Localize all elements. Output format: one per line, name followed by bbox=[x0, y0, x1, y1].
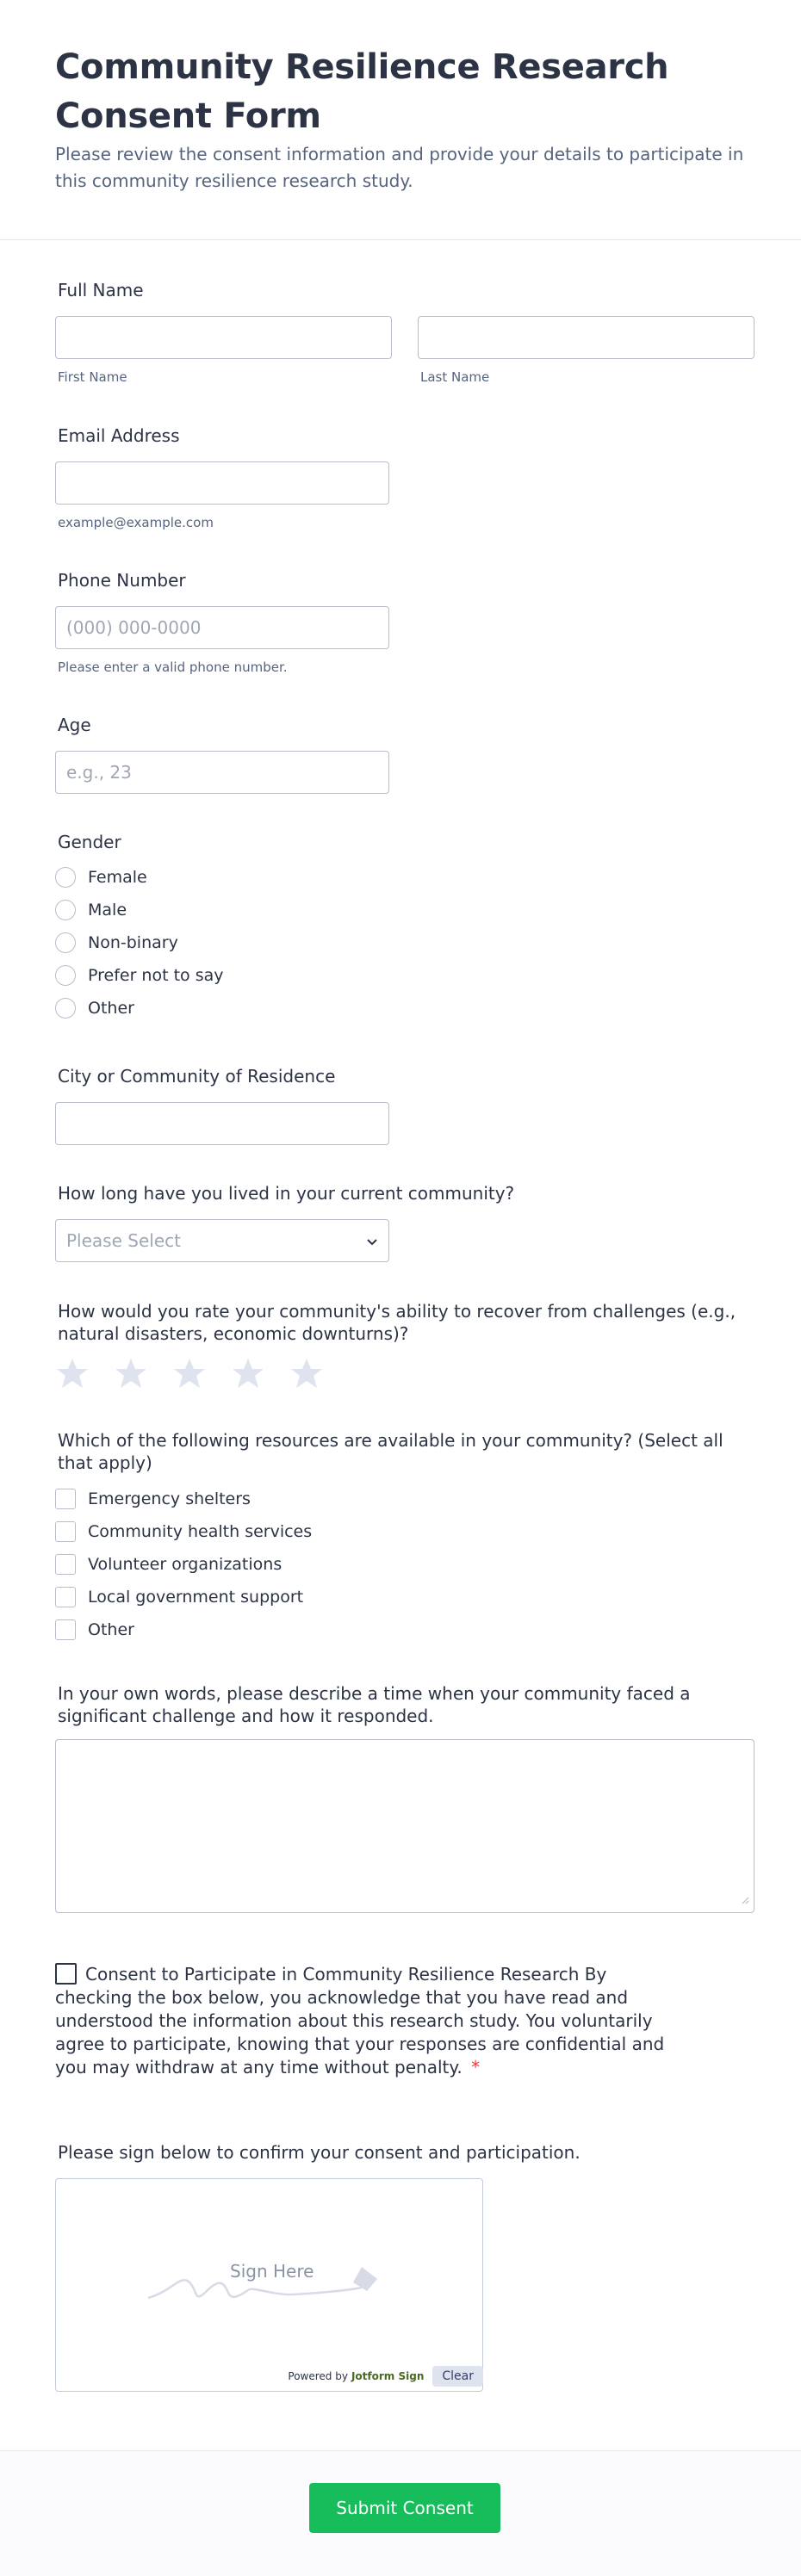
gender-options bbox=[55, 861, 224, 1025]
checkbox[interactable] bbox=[55, 1489, 76, 1509]
form-description: Please review the consent information and provide your details to participate in this community resilience research study. bbox=[55, 144, 744, 191]
first-name-input[interactable] bbox=[55, 316, 392, 359]
gender-field bbox=[55, 832, 224, 1025]
star-icon[interactable] bbox=[172, 1357, 207, 1393]
story-label: In your own words, please describe a time when your community faced a significant challenge and how it responded. bbox=[58, 1683, 691, 1726]
star-icon[interactable] bbox=[289, 1357, 324, 1393]
duration-label: How long have you lived in your current community? bbox=[58, 1183, 515, 1204]
signature-field bbox=[55, 2142, 754, 2392]
city-label: City or Community of Residence bbox=[58, 1066, 336, 1087]
gender-option-label: Other bbox=[88, 999, 134, 1018]
checkbox[interactable] bbox=[55, 1619, 76, 1640]
gender-option-label: Male bbox=[88, 901, 127, 920]
star-icon[interactable] bbox=[231, 1357, 265, 1393]
star-icon[interactable] bbox=[55, 1357, 90, 1393]
email-label: Email Address bbox=[58, 425, 180, 446]
resize-handle-icon[interactable] bbox=[741, 1892, 749, 1908]
phone-label: Phone Number bbox=[58, 570, 186, 591]
duration-field bbox=[55, 1183, 514, 1262]
phone-input[interactable]: (000) 000-0000 bbox=[55, 606, 389, 649]
gender-option-label: Prefer not to say bbox=[88, 966, 224, 985]
resource-option-label: Other bbox=[88, 1620, 134, 1639]
resource-option-label: Emergency shelters bbox=[88, 1489, 251, 1508]
gender-option[interactable] bbox=[55, 959, 224, 992]
form-footer bbox=[0, 2450, 801, 2576]
signature-label: Please sign below to confirm your consent and participation. bbox=[58, 2142, 581, 2163]
resource-option-label: Volunteer organizations bbox=[88, 1555, 283, 1574]
gender-option[interactable] bbox=[55, 861, 224, 894]
gender-option-label: Female bbox=[88, 868, 147, 887]
required-mark: * bbox=[471, 2057, 481, 2078]
star-rating bbox=[55, 1357, 761, 1393]
gender-option[interactable] bbox=[55, 926, 224, 959]
resource-option[interactable] bbox=[55, 1515, 753, 1548]
radio-button[interactable] bbox=[55, 932, 76, 953]
radio-button[interactable] bbox=[55, 998, 76, 1019]
resource-option[interactable] bbox=[55, 1613, 753, 1646]
gender-label: Gender bbox=[58, 832, 121, 852]
checkbox[interactable] bbox=[55, 1554, 76, 1575]
checkbox[interactable] bbox=[55, 1521, 76, 1542]
duration-select[interactable] bbox=[55, 1219, 389, 1262]
resource-option[interactable] bbox=[55, 1548, 753, 1581]
form-header bbox=[0, 0, 801, 240]
city-field bbox=[55, 1066, 389, 1145]
age-label: Age bbox=[58, 715, 91, 735]
signature-footer bbox=[55, 2366, 483, 2387]
city-input[interactable] bbox=[55, 1102, 389, 1145]
form-title: Community Resilience Research Consent Form bbox=[55, 47, 669, 136]
resources-label: Which of the following resources are available in your community? (Select all that apply) bbox=[58, 1430, 723, 1473]
rating-label: How would you rate your community's ability to recover from challenges (e.g., natural disasters, economic downturns)? bbox=[58, 1301, 736, 1344]
email-input[interactable] bbox=[55, 461, 389, 505]
full-name-label: Full Name bbox=[58, 280, 144, 300]
consent-text: Consent to Participate in Community Resilience Research By checking the box below, you acknowledge that you have read and understood the information about this research study. You voluntarily agree to participate, knowing that your responses are confidential and you may withdraw at any time without penalty. bbox=[55, 1964, 665, 2078]
full-name-field bbox=[55, 280, 754, 385]
first-name-sublabel: First Name bbox=[58, 369, 127, 385]
email-field bbox=[55, 425, 389, 530]
radio-button[interactable] bbox=[55, 867, 76, 888]
age-field bbox=[55, 715, 389, 794]
resource-option-label: Community health services bbox=[88, 1522, 313, 1541]
resources-field bbox=[55, 1429, 753, 1646]
story-textarea[interactable] bbox=[55, 1739, 754, 1913]
gender-option-label: Non-binary bbox=[88, 933, 178, 952]
story-field bbox=[55, 1682, 754, 1913]
radio-button[interactable] bbox=[55, 965, 76, 986]
duration-select-value: Please Select bbox=[66, 1230, 181, 1251]
resource-option[interactable] bbox=[55, 1581, 753, 1613]
age-input[interactable]: e.g., 23 bbox=[55, 751, 389, 794]
resources-options bbox=[55, 1483, 753, 1646]
powered-by-text: Powered by bbox=[288, 2370, 348, 2382]
last-name-input[interactable] bbox=[418, 316, 754, 359]
jotform-sign-link[interactable]: Jotform Sign bbox=[351, 2370, 425, 2382]
last-name-sublabel: Last Name bbox=[420, 369, 490, 385]
radio-button[interactable] bbox=[55, 900, 76, 920]
signature-placeholder: Sign Here bbox=[230, 2261, 314, 2282]
consent-checkbox[interactable] bbox=[55, 1963, 77, 1985]
checkbox[interactable] bbox=[55, 1587, 76, 1607]
phone-sublabel: Please enter a valid phone number. bbox=[58, 659, 288, 675]
gender-option[interactable] bbox=[55, 992, 224, 1025]
chevron-down-icon bbox=[366, 1230, 378, 1251]
signature-pad[interactable] bbox=[55, 2178, 483, 2392]
resource-option-label: Local government support bbox=[88, 1588, 304, 1607]
gender-option[interactable] bbox=[55, 894, 224, 926]
clear-signature-button[interactable]: Clear bbox=[432, 2366, 483, 2387]
resource-option[interactable] bbox=[55, 1483, 753, 1515]
star-icon[interactable] bbox=[114, 1357, 148, 1393]
email-sublabel: example@example.com bbox=[58, 515, 214, 530]
consent-field bbox=[55, 1963, 675, 2079]
rating-field bbox=[55, 1300, 761, 1393]
submit-button[interactable]: Submit Consent bbox=[309, 2483, 500, 2533]
phone-field bbox=[55, 570, 389, 675]
